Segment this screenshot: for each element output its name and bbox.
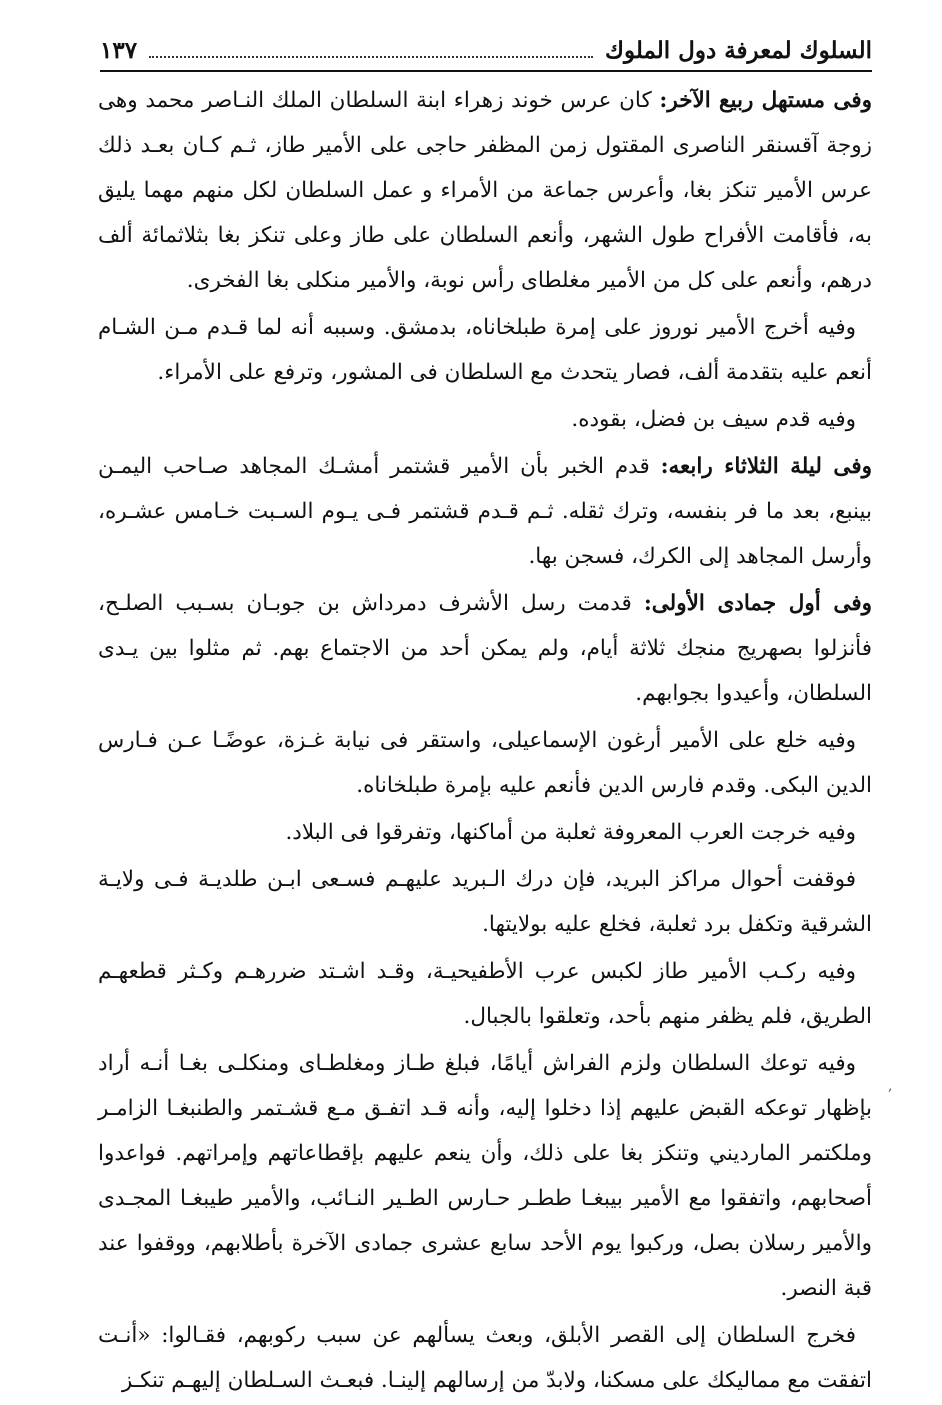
paragraph-lead: وفى ليلة الثلاثاء رابعه: xyxy=(660,454,872,479)
paragraph xyxy=(98,78,872,303)
paragraph-lead: وفى أول جمادى الأولى: xyxy=(643,591,873,616)
paragraph-text: وفيه ركـب الأمير طاز لكبس عرب الأطفيحيـة، وقـد اشـتد ضررهـم وكـثر قطعهـم الطريق، فلم يظفر منهم بأحد، وتعلقوا بالجبال. xyxy=(98,959,872,1029)
paragraph-text: وفيه خرجت العرب المعروفة ثعلبة من أماكنها، وتفرقوا فى البلاد. xyxy=(285,820,856,845)
paragraph-text: قدم الخبر بأن الأمير قشتمر أمشـك المجاهد صـاحب اليمـن بينبع، بعد ما فر بنفسه، وترك ثقله. ثـم قـدم قشتمر فـى يـوم السـبت خـامس عشـره، وأرسل المجاهد إلى الكرك، فسجن بها. xyxy=(98,454,872,569)
body-text xyxy=(98,78,872,1405)
page-number: ١٣٧ xyxy=(100,36,138,64)
paragraph-text: وفيه قدم سيف بن فضل، بقوده. xyxy=(571,407,856,432)
paragraph xyxy=(98,810,872,855)
paragraph xyxy=(98,397,872,442)
margin-mark: , xyxy=(888,1078,893,1094)
header-leader-dots xyxy=(149,42,593,58)
paragraph-lead: وفى مستهل ربيع الآخر: xyxy=(659,88,872,113)
paragraph xyxy=(98,581,872,716)
paragraph-text: وفيه أخرج الأمير نوروز على إمرة طبلخاناه، بدمشق. وسببه أنه لما قـدم مـن الشـام أنعم عليه بتقدمة ألف، فصار يتحدث مع السلطان فى المشور، وترفع على الأمراء. xyxy=(98,315,872,385)
paragraph-text: وفيه توعك السلطان ولزم الفراش أيامًا، فبلغ طـاز ومغلطـاى ومنكلـى بغـا أنـه أراد بإظهار توعكه القبض عليهم إذا دخلوا إليه، وأنه قـد اتفـق مـع قشـتمر والطنبغـا الزامـر وملكتمر المارديني وتنكز بغا على ذلك، وأن ينعم عليهم بإقطاعاتهم وإمراتهم. فواعدوا أصحابهم، واتفقوا مع الأمير بيبغـا ططـر حـارس الطـير النـائب، والأمير طيبغـا المجـدى والأمير رسلان بصل، وركبوا يوم الأحد سابع عشرى جمادى الآخرة بأطلابهم، ووقفوا عند قبة النصر. xyxy=(98,1051,872,1301)
paragraph xyxy=(98,718,872,808)
paragraph-text: قدمت رسل الأشرف دمرداش بن جوبـان بسـبب الصلـح، فأنزلوا بصهريج منجك ثلاثة أيام، ولم يمكن أحد من الاجتماع بهم. ثم مثلوا بين يـدى السلطان، وأعيدوا بجوابهم. xyxy=(98,591,873,706)
paragraph-text: فخرج السلطان إلى القصر الأبلق، وبعث يسألهم عن سبب ركوبهم، فقـالوا: «أنـت اتفقت مع مماليكك على مسكنا، ولابدّ من إرسالهم إلينـا. فبعـث السـلطان إليهـم تنكـز xyxy=(98,1323,872,1393)
paragraph xyxy=(98,305,872,395)
paragraph xyxy=(98,949,872,1039)
paragraph xyxy=(98,1313,872,1403)
paragraph-text: فوقفت أحوال مراكز البريد، فإن درك الـبريد عليهـم فسـعى ابـن طلديـة فـى ولايـة الشرقية وتكفل برد ثعلبة، فخلع عليه بولايتها. xyxy=(98,867,872,937)
paragraph-text: كان عرس خوند زهراء ابنة السلطان الملك النـاصر محمد وهى زوجة آقسنقر الناصرى المقتول زمن المظفر حاجى على الأمير طاز، ثـم كـان بعـد ذلك عرس الأمير تنكز بغا، وأعرس جماعة من الأمراء و عمل السلطان لكل منهم مهما يليق به، فأقامت الأفراح طول الشهر، وأنعم السلطان على طاز وعلى تنكز بغا بثلاثمائة ألف درهم، وأنعم على كل من الأمير مغلطاى رأس نوبة، والأمير منكلى بغا الفخرى. xyxy=(98,88,872,293)
book-title: السلوك لمعرفة دول الملوك xyxy=(604,36,872,64)
paragraph-text: وفيه خلع على الأمير أرغون الإسماعيلى، واستقر فى نيابة غـزة، عوضًـا عـن فـارس الدين البكى. وقدم فارس الدين فأنعم عليه بإمرة طبلخاناه. xyxy=(98,728,872,798)
paragraph xyxy=(98,1041,872,1311)
paragraph xyxy=(98,857,872,947)
paragraph xyxy=(98,444,872,579)
running-header xyxy=(100,30,872,72)
